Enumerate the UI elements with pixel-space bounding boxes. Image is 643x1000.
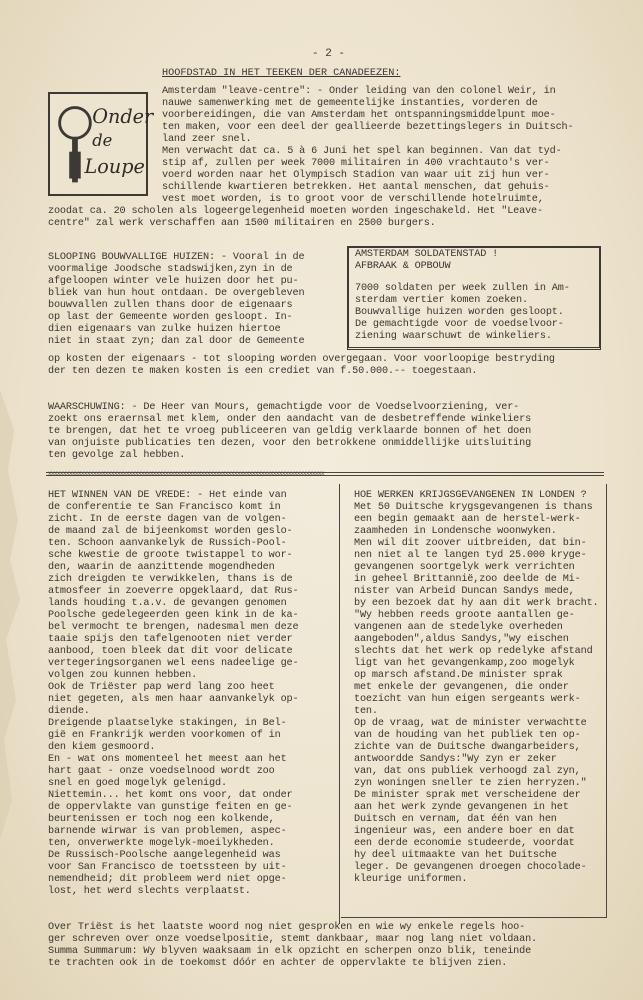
vrede-line-9: lands houding t.a.v. de gevangen genomen bbox=[48, 598, 287, 609]
page-number: - 2 - bbox=[312, 48, 346, 60]
vrede-line-1: de conferentie te San Francisco komt in bbox=[48, 502, 281, 513]
torn-edge bbox=[0, 0, 60, 1000]
krijgs-line-26: aan het werk zynde gevangenen in het bbox=[354, 802, 569, 813]
vrede-line-11: bel vermocht te brengen, nadesmal men deze bbox=[48, 622, 299, 633]
slooping-line-4: bouwvallen zullen thans door de eigenaars bbox=[48, 300, 293, 311]
vrede-line-0: HET WINNEN VAN DE VREDE: - Het einde van bbox=[48, 490, 287, 501]
waarschuwing-line-1: zoekt ons eraernsal met klem, onder den aandacht van de desbetreffende winkeliers bbox=[48, 414, 532, 425]
vrede-line-28: barnende wirwar is van problemen, aspec- bbox=[48, 826, 287, 837]
krijgs-line-12: aangeboden",aldus Sandys,"wy eischen bbox=[354, 634, 569, 645]
krijgs-line-0: HOE WERKEN KRIJGSGEVANGENEN IN LONDEN ? bbox=[354, 490, 587, 501]
vrede-line-6: den, waarin de aanzittende mogendheden bbox=[48, 562, 275, 573]
krijgs-line-21: zichte van de Duitsche dwangarbeiders, bbox=[354, 742, 581, 753]
krijgs-line-6: gevangenen soortgelyk werk verrichten bbox=[354, 562, 575, 573]
krijgs-line-13: slechts dat het werk op redelyke afstand bbox=[354, 646, 593, 657]
krijgs-line-10: "Wy hebben reeds groote aantallen ge- bbox=[354, 610, 575, 621]
vrede-line-14: vertegeringsorganen wel eens nadeelige ge- bbox=[48, 658, 299, 669]
waarschuwing-line-3: van onjuiste publicaties ten dezen, voor den betrokkene onmiddellijke uitsluiting bbox=[48, 438, 532, 449]
slooping-line-1: voormalige Joodsche stadswijken,zyn in de bbox=[48, 264, 293, 275]
slooping-line-7: niet in staat zyn; dan zal door de Gemeente bbox=[48, 336, 305, 347]
vrede-line-32: nemendheid; dit probleem werd niet opge- bbox=[48, 874, 287, 885]
waarschuwing-line-4: ten gevolge zal hebben. bbox=[48, 450, 186, 461]
krijgs-line-19: Op de vraag, wat de minister verwachtte bbox=[354, 718, 587, 729]
lead-line-5: Men verwacht dat ca. 5 à 6 Juni het spel kan beginnen. Van dat tyd- bbox=[162, 146, 562, 157]
slooping-line-2: afgeloopen winter vele huizen door het pu- bbox=[48, 276, 299, 287]
separator-x-row: xxxxxxxxxxxxxxxxxxxxxxxxxxxxxxxxxxxxxxxxxxxxxxxxxxxxxxxxxxxxxxxxxxxxxxxxxxxxxxxxxxxxxxxxxxxx bbox=[48, 470, 325, 477]
slooping-line-5: op last der Gemeente worden gesloopt. In- bbox=[48, 312, 293, 323]
vrede-line-16: Ook de Triëster pap werd lang zoo heet bbox=[48, 682, 275, 693]
lead-line-4: land zeer snel. bbox=[162, 134, 252, 145]
lead-line-3: ten maken, voor een deel der geallieerde bezettingslegers in Duitsch- bbox=[162, 122, 574, 133]
krijgs-line-1: Met 50 Duitsche krygsgevangenen is thans bbox=[354, 502, 593, 513]
krijgs-line-4: Men wil dit zoover uitbreiden, dat bin- bbox=[354, 538, 587, 549]
krijgs-line-3: zaamheden in Londensche woonwyken. bbox=[354, 526, 557, 537]
box-line-4: sterdam vertier komen zoeken. bbox=[355, 295, 528, 306]
vrede-line-7: zich dreigden te verwikkelen, thans is de bbox=[48, 574, 293, 585]
vrede-line-3: de maand zal de bijeenkomst worden geslo- bbox=[48, 526, 293, 537]
krijgs-line-9: by een bezoek dat hy aan dit werk bracht. bbox=[354, 598, 599, 609]
krijgs-line-31: leger. De gevangenen droegen chocolade- bbox=[354, 862, 587, 873]
vrede-line-29: ten, onverwerkte mogelyk-moeilykheden. bbox=[48, 838, 275, 849]
box-line-3: 7000 soldaten per week zullen in Am- bbox=[355, 283, 570, 294]
box-line-5: Bouwvallige huizen worden gesloopt. bbox=[355, 307, 564, 318]
vrede-line-33: lost, het werd slechts verplaatst. bbox=[48, 886, 251, 897]
vrede-line-10: Poolsche gedelegeerden geen kink in de ka- bbox=[48, 610, 299, 621]
krijgs-line-25: De minister sprak met verscheidene der bbox=[354, 790, 581, 801]
krijgs-line-15: op marsch afstand.De minister sprak bbox=[354, 670, 563, 681]
slooping-line-3: bliek van hun hout ontdaan. De overgebleven bbox=[48, 288, 305, 299]
lead-line-6: stip af, zullen per week 7000 militairen in 400 vrachtauto's ver- bbox=[162, 158, 550, 169]
logo-text-loupe: Loupe bbox=[84, 154, 145, 178]
lead-line-1: nauwe samenwerking met de gemeentelijke instanties, vorderen de bbox=[162, 98, 538, 109]
lead-line-11: centre" zal werk verschaffen aan 1500 militairen en 2500 burgers. bbox=[48, 218, 436, 229]
logo-text-onder: Onder bbox=[92, 104, 154, 128]
vrede-line-27: beurtenissen er toch nog een kolkende, bbox=[48, 814, 275, 825]
logo-text-de: de bbox=[92, 130, 113, 150]
slooping-full-line-0: op kosten der eigenaars - tot slooping worden overgegaan. Voor voorloopige bestryding bbox=[48, 354, 555, 365]
krijgs-line-22: antwoordde Sandys:"Wy zyn er zeker bbox=[354, 754, 557, 765]
vrede-line-22: En - wat ons momenteel het meest aan het bbox=[48, 754, 287, 765]
vrede-line-17: niet gegeten, als men haar aanvankelyk op- bbox=[48, 694, 299, 705]
krijgs-line-29: een derde economie studeerde, voordat bbox=[354, 838, 575, 849]
vrede-line-5: sche kwestie de groote twistappel to wor- bbox=[48, 550, 293, 561]
vrede-line-4: ten. Schoon aanvankelyk de Russich-Pool- bbox=[48, 538, 287, 549]
main-heading: HOOFDSTAD IN HET TEEKEN DER CANADEEZEN: bbox=[162, 68, 401, 79]
vrede-full-line-1: ger schreven over onze voedselpositie, stemt dankbaar, maar nog lang niet voldaan. bbox=[48, 934, 538, 945]
column-divider bbox=[339, 484, 340, 924]
box-line-1: AFBRAAK & OPBOUW bbox=[355, 261, 451, 272]
vrede-line-31: voor San Francisco de toetssteen by uit- bbox=[48, 862, 287, 873]
vrede-line-25: Niettemin... het komt ons voor, dat onder bbox=[48, 790, 293, 801]
vrede-line-24: snel en goed mogelyk gelenigd. bbox=[48, 778, 227, 789]
vrede-line-15: volgen zou kunnen hebben. bbox=[48, 670, 198, 681]
krijgs-line-23: van, dat ons publiek verhoogd zal zyn, bbox=[354, 766, 581, 777]
krijgs-line-18: ten. bbox=[354, 706, 378, 717]
lead-line-9: vest moet worden, is to groot voor de verschillende hotelruimte, bbox=[162, 194, 544, 205]
slooping-line-0: SLOOPING BOUWVALLIGE HUIZEN: - Vooral in de bbox=[48, 252, 305, 263]
box-line-7: ziening waarschuwt de winkeliers. bbox=[355, 331, 552, 342]
vrede-line-8: atmosfeer in zoeverre opgeklaard, dat Rus- bbox=[48, 586, 299, 597]
krijgs-line-17: toezicht van hun eigen sergeants werk- bbox=[354, 694, 581, 705]
krijgs-line-28: ingenieur was, een andere boer en dat bbox=[354, 826, 575, 837]
vrede-line-23: hart gaat - onze voedselnood wordt zoo bbox=[48, 766, 275, 777]
vrede-line-18: diende. bbox=[48, 706, 90, 717]
krijgs-line-16: met enkele der gevangenen, die onder bbox=[354, 682, 569, 693]
vrede-full-line-0: Over Triëst is het laatste woord nog niet gesproken en wie wy enkele regels hoo- bbox=[48, 922, 526, 933]
krijgs-line-30: hy deel uitmaakte van het Duitsche bbox=[354, 850, 557, 861]
box-line-0: AMSTERDAM SOLDATENSTAD ! bbox=[355, 249, 499, 260]
column-logo bbox=[48, 92, 154, 196]
krijgs-line-8: nister van Arbeid Duncan Sandys mede, bbox=[354, 586, 575, 597]
vrede-line-20: gië en Frankrijk werden voorkomen of in bbox=[48, 730, 281, 741]
krijgs-line-27: Duitsch en vernam, dat één van hen bbox=[354, 814, 557, 825]
krijgs-line-2: een begin gemaakt aan de herstel-werk- bbox=[354, 514, 581, 525]
magnifying-glass-icon bbox=[50, 94, 154, 194]
vrede-line-30: De Russisch-Poolsche aangelegenheid was bbox=[48, 850, 281, 861]
box-line-6: De gemachtigde voor de voedselvoor- bbox=[355, 319, 564, 330]
waarschuwing-line-2: te brengen, dat het te vroeg publiceeren van geldig verklaarde bonnen of het doen bbox=[48, 426, 532, 437]
krijgs-line-7: in geheel Brittannië,zoo deelde de Mi- bbox=[354, 574, 581, 585]
krijgs-line-24: zyn woningen sneller te zien herryzen." bbox=[354, 778, 587, 789]
vrede-line-13: aanbood, toen bleek dat dit voor delicate bbox=[48, 646, 293, 657]
lead-line-7: voerd worden naar het Olympisch Stadion van waar uit zij hun ver- bbox=[162, 170, 550, 181]
lead-line-8: schillende kwartieren betrekken. Het aantal menschen, dat gehuis- bbox=[162, 182, 550, 193]
vrede-line-19: Dreigende plaatselyke stakingen, in Bel- bbox=[48, 718, 287, 729]
lead-line-0: Amsterdam "leave-centre": - Onder leiding van den colonel Weir, in bbox=[162, 86, 556, 97]
slooping-line-6: dien eigenaars van zulke huizen hiertoe bbox=[48, 324, 281, 335]
krijgs-line-20: van de houding van het publiek ten op- bbox=[354, 730, 581, 741]
waarschuwing-line-0: WAARSCHUWING: - De Heer van Mours, gemachtigde voor de Voedselvoorziening, ver- bbox=[48, 402, 520, 413]
krijgs-line-32: kleurige uniformen. bbox=[354, 874, 468, 885]
lead-line-10: zoodat ca. 20 scholen als logeergelegenheid moeten worden ingeschakeld. Het "Leave- bbox=[48, 206, 543, 217]
vrede-line-21: den kiem gesmoord. bbox=[48, 742, 156, 753]
slooping-full-line-1: der ten dezen te maken kosten is een crediet van f.50.000.-- toegestaan. bbox=[48, 366, 478, 377]
vrede-line-26: de oppervlakte van gunstige feiten en ge- bbox=[48, 802, 293, 813]
krijgs-line-11: vangenen aan de stedelyke overheden bbox=[354, 622, 563, 633]
vrede-full-line-2: Summa Summarum: Wy blyven waaksaam in elk opzicht en scherpen onzo blik, teneinde bbox=[48, 946, 532, 957]
krijgs-line-5: nen niet al te langen tyd 25.000 kryge- bbox=[354, 550, 587, 561]
krijgs-line-14: ligt van het gevangenkamp,zoo mogelyk bbox=[354, 658, 575, 669]
vrede-line-12: taaie spijs den tafelgenooten niet verder bbox=[48, 634, 293, 645]
vrede-line-2: zicht. In de eerste dagen van de volgen- bbox=[48, 514, 287, 525]
lead-line-2: voorbereidingen, die van Amsterdam het ontspanningsmiddelpunt moe- bbox=[162, 110, 556, 121]
vrede-full-line-3: te trachten ook in de toekomst dóór en achter de oppervlakte te blijven zien. bbox=[48, 958, 508, 969]
